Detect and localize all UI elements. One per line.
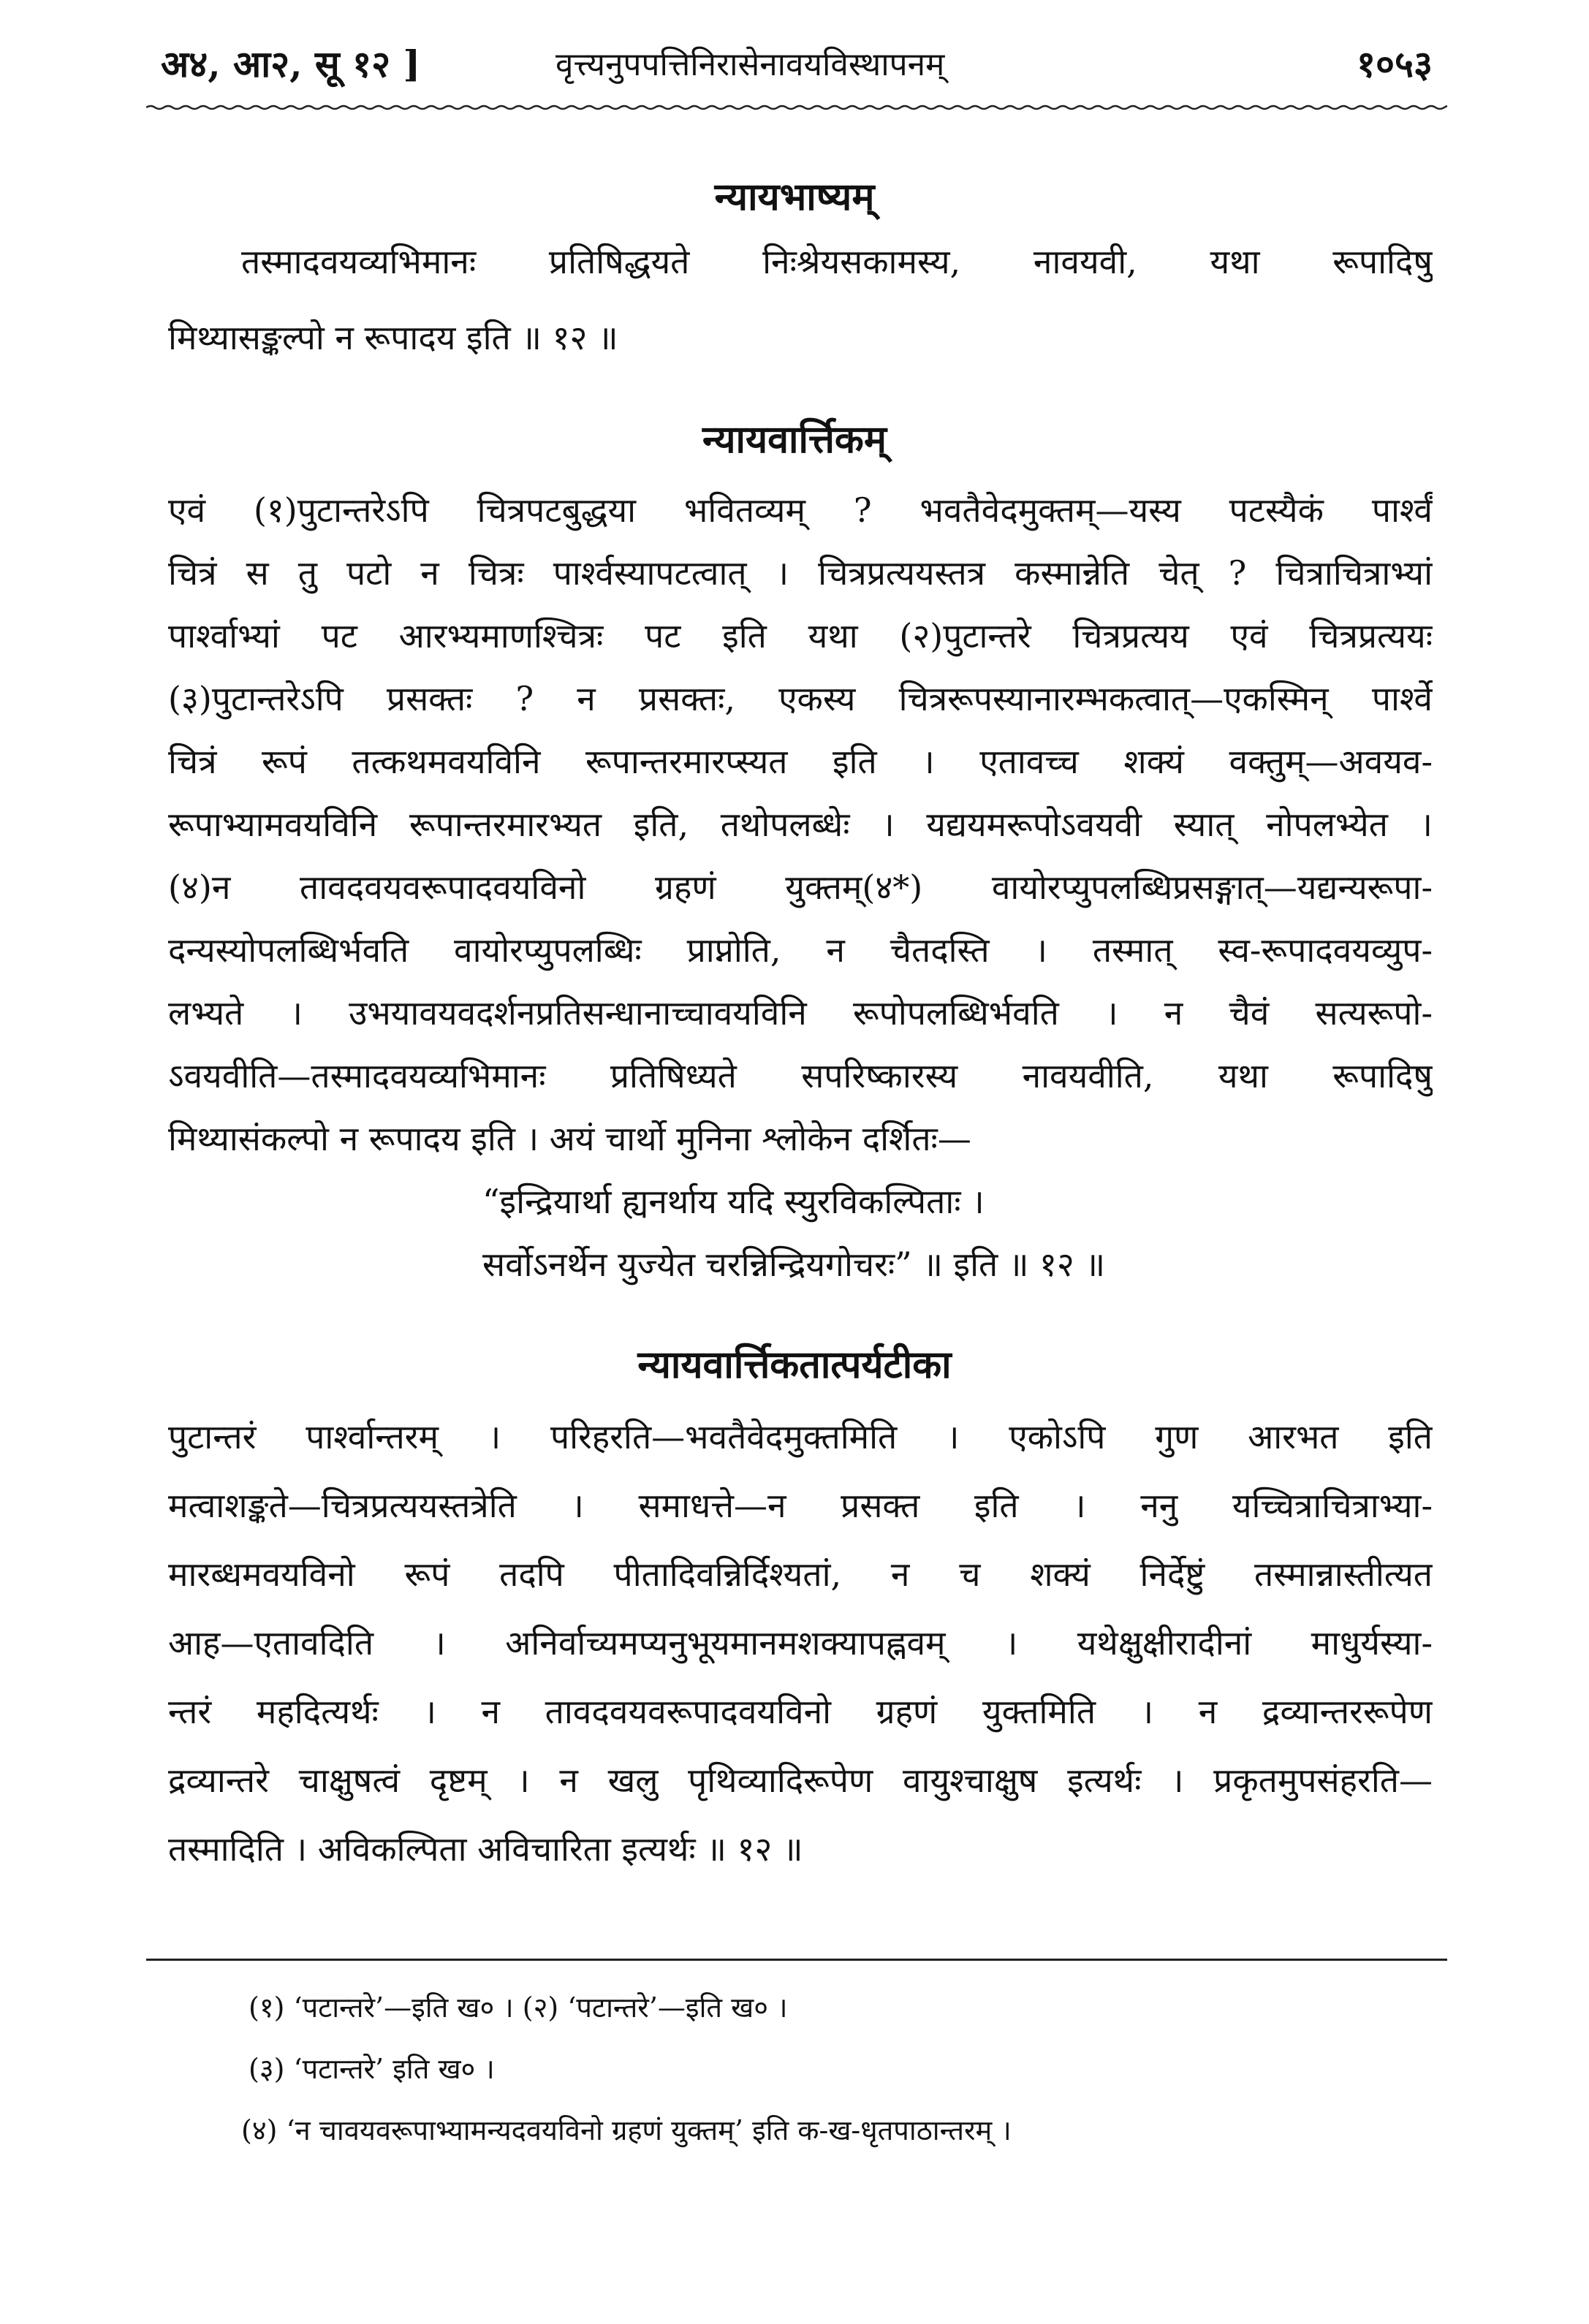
running-title: वृत्त्यनुपपत्तिनिरासेनावयविस्थापनम् [555,46,945,83]
vartika-line: दन्यस्योपलब्धिर्भवति वायोरप्युपलब्धिः प्राप्नोति, न चैतदस्ति । तस्मात् स्व-रूपादवयव्युप- [168,930,1433,970]
section-reference: अ४, आ२, सू १२ ] [161,42,421,86]
verse-line: “इन्द्रियार्था ह्यनर्थाय यदि स्युरविकल्पिताः । [482,1182,985,1221]
vartika-heading: न्यायवार्त्तिकम् [702,417,887,462]
tika-line: पुटान्तरं पार्श्वान्तरम् । परिहरति—भवतैवेदमुक्तमिति । एकोऽपि गुण आरभत इति [168,1417,1433,1457]
vartika-line: लभ्यते । उभयावयवदर्शनप्रतिसन्धानाच्चावयविनि रूपोपलब्धिर्भवति । न चैवं सत्यरूपो- [168,993,1433,1033]
vartika-line: (४)न तावदवयवरूपादवयविनो ग्रहणं युक्तम्(४*) वायोरप्युपलब्धिप्रसङ्गात्—यद्यन्यरूपा- [168,867,1433,907]
bhashya-heading: न्यायभाष्यम् [714,175,875,219]
footnote: (१) ‘पटान्तरे’—इति ख० । (२) ‘पटान्तरे’—इति ख० । [249,1991,788,2024]
running-head [161,38,1433,96]
bhashya-line: तस्मादवयव्यभिमानः प्रतिषिद्धयते निःश्रेयसकामस्य, नावयवी, यथा रूपादिषु [241,242,1433,281]
footnote-rule [146,1959,1447,1961]
bhashya-line: मिथ्यासङ्कल्पो न रूपादय इति ॥ १२ ॥ [168,318,618,357]
tika-line: तस्मादिति । अविकल्पिता अविचारिता इत्यर्थः ॥ १२ ॥ [168,1829,803,1869]
tika-line: मारब्धमवयविनो रूपं तदपि पीतादिवन्निर्दिश्यतां, न च शक्यं निर्देष्टुं तस्मान्नास्तीत्यत [168,1554,1433,1594]
tika-line: न्तरं महदित्यर्थः । न तावदवयवरूपादवयविनो ग्रहणं युक्तमिति । न द्रव्यान्तररूपेण [168,1692,1433,1731]
vartika-line: ऽवयवीति—तस्मादवयव्यभिमानः प्रतिषिध्यते सपरिष्कारस्य नावयवीति, यथा रूपादिषु [168,1056,1433,1095]
tika-line: द्रव्यान्तरे चाक्षुषत्वं दृष्टम् । न खलु पृथिव्यादिरूपेण वायुश्चाक्षुष इत्यर्थः । प्रकृतमुपसंहरति— [168,1761,1433,1800]
tika-line: मत्वाशङ्कते—चित्रप्रत्ययस्तत्रेति । समाधत्ते—न प्रसक्त इति । ननु यच्चित्राचित्राभ्या- [168,1486,1433,1525]
vartika-line: (३)पुटान्तरेऽपि प्रसक्तः ? न प्रसक्तः, एकस्य चित्ररूपस्यानारम्भकत्वात्—एकस्मिन् पार्श्वे [168,679,1433,718]
vartika-line: रूपाभ्यामवयविनि रूपान्तरमारभ्यत इति, तथोपलब्धेः । यद्ययमरूपोऽवयवी स्यात् नोपलभ्येत । [168,805,1433,844]
tika-heading: न्यायवार्त्तिकतात्पर्यटीका [637,1343,952,1387]
vartika-line: एवं (१)पुटान्तरेऽपि चित्रपटबुद्धया भवितव्यम् ? भवतैवेदमुक्तम्—यस्य पटस्यैकं पार्श्वं [168,490,1433,530]
wavy-header-rule [146,102,1447,113]
vartika-line: चित्रं स तु पटो न चित्रः पार्श्वस्यापटत्वात् । चित्रप्रत्ययस्तत्र कस्मान्नेति चेत् ? चित्राचित्राभ्यां [168,553,1433,593]
verse-line: सर्वोऽनर्थेन युज्येत चरन्निन्द्रियगोचरः” ॥ इति ॥ १२ ॥ [482,1245,1106,1284]
vartika-line: मिथ्यासंकल्पो न रूपादय इति । अयं चार्थो मुनिना श्लोकेन दर्शितः— [168,1119,971,1158]
footnote: (४) ‘न चावयवरूपाभ्यामन्यदवयविनो ग्रहणं युक्तम्’ इति क-ख-धृतपाठान्तरम् । [241,2114,1012,2146]
vartika-line: चित्रं रूपं तत्कथमवयविनि रूपान्तरमारप्स्यत इति । एतावच्च शक्यं वक्तुम्—अवयव- [168,742,1433,781]
tika-line: आह—एतावदिति । अनिर्वाच्यमप्यनुभूयमानमशक्यापह्नवम् । यथेक्षुक्षीरादीनां माधुर्यस्या- [168,1623,1433,1663]
vartika-line: पार्श्वाभ्यां पट आरभ्यमाणश्चित्रः पट इति यथा (२)पुटान्तरे चित्रप्रत्यय एवं चित्रप्रत्ययः [168,616,1433,656]
page-number: १०५३ [1357,42,1433,86]
footnote: (३) ‘पटान्तरे’ इति ख० । [249,2053,495,2085]
